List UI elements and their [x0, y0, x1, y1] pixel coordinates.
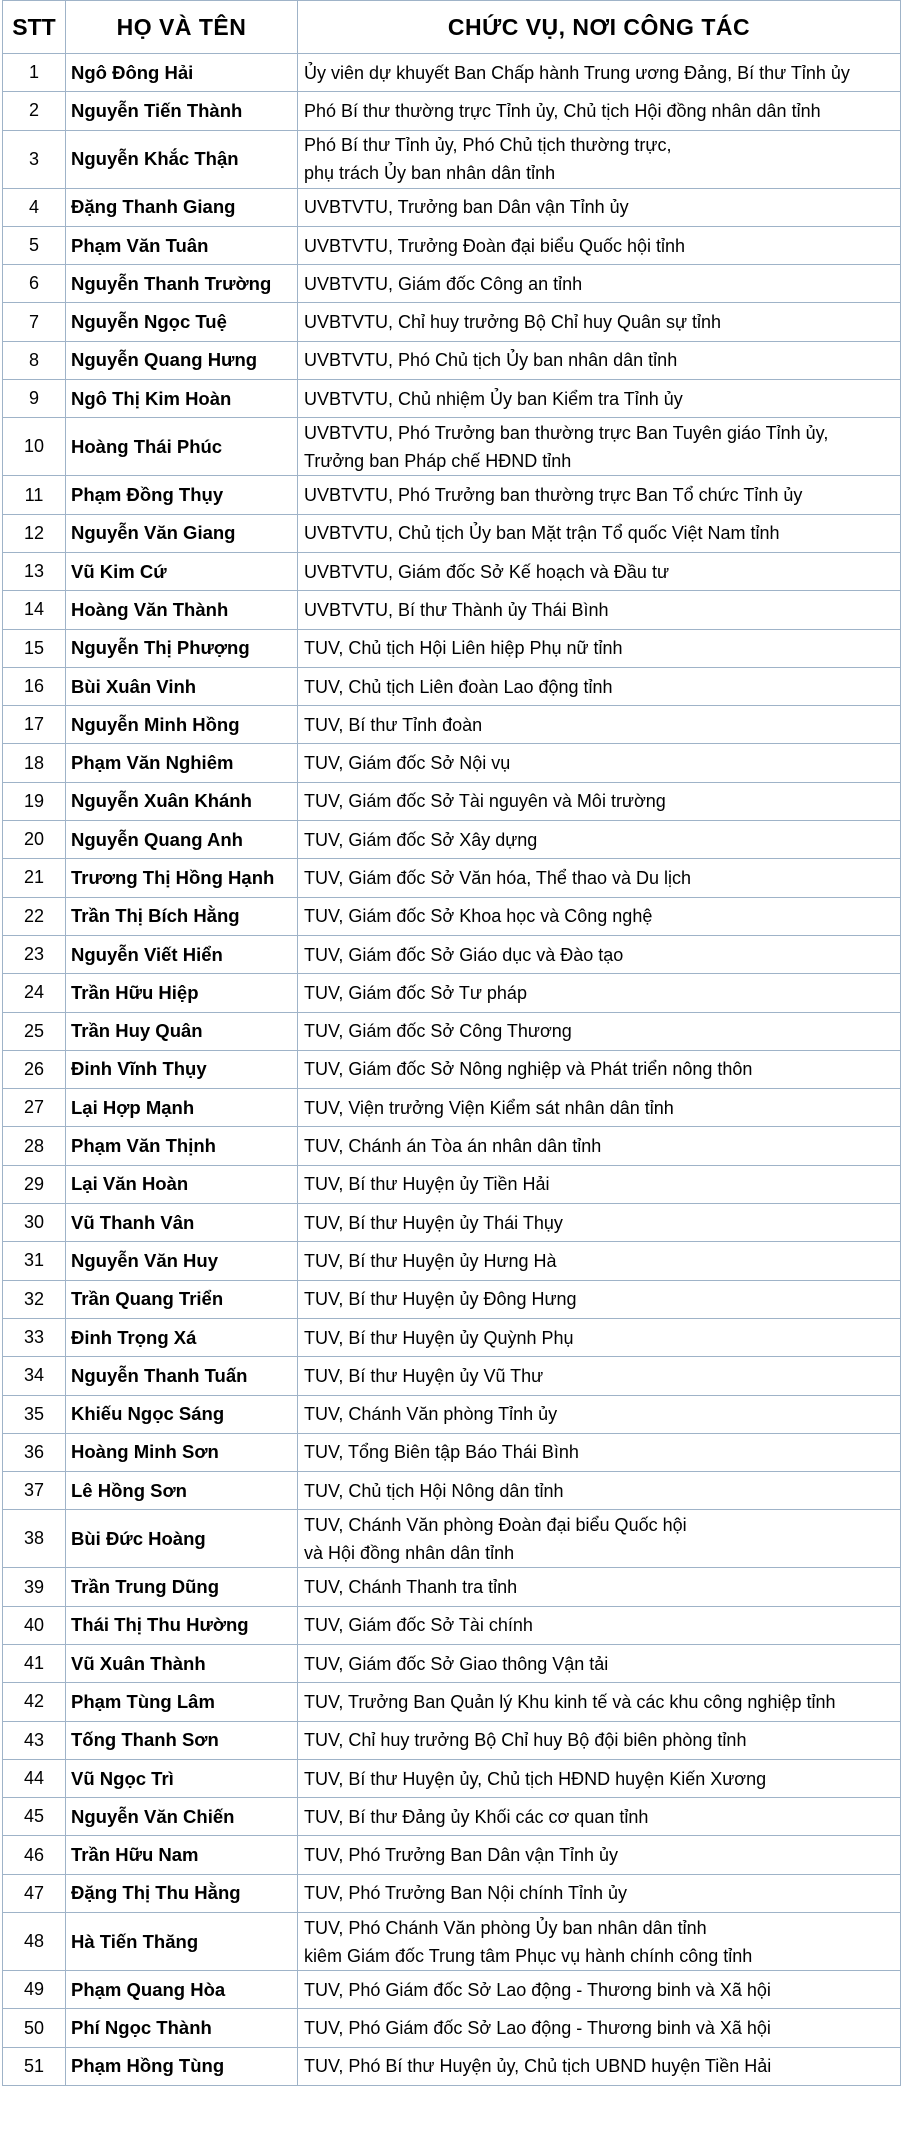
table-row: [3, 226, 901, 264]
row-position: [298, 130, 901, 188]
row-name: Trần Hữu Hiệp: [66, 974, 298, 1012]
row-stt: 46: [3, 1836, 66, 1874]
row-position: [298, 667, 901, 705]
table-row: [3, 265, 901, 303]
table-row: [3, 1913, 901, 1971]
row-position-line: TUV, Phó Giám đốc Sở Lao động - Thương binh và Xã hội: [304, 1979, 771, 2000]
row-position-line: TUV, Chủ tịch Liên đoàn Lao động tỉnh: [304, 676, 613, 697]
table-row: [3, 1433, 901, 1471]
row-stt: 19: [3, 782, 66, 820]
row-position-line: Ủy viên dự khuyết Ban Chấp hành Trung ương Đảng, Bí thư Tỉnh ủy: [304, 62, 850, 83]
row-stt: 38: [3, 1510, 66, 1568]
row-position: [298, 476, 901, 514]
row-name: Bùi Xuân Vinh: [66, 667, 298, 705]
row-name: Đinh Vĩnh Thụy: [66, 1050, 298, 1088]
row-position-line: TUV, Chủ tịch Hội Nông dân tỉnh: [304, 1480, 564, 1501]
row-name: Phạm Hồng Tùng: [66, 2047, 298, 2085]
header-stt: STT: [3, 1, 66, 54]
row-stt: 39: [3, 1568, 66, 1606]
row-stt: 49: [3, 1971, 66, 2009]
table-row: [3, 706, 901, 744]
row-stt: 41: [3, 1644, 66, 1682]
row-stt: 42: [3, 1683, 66, 1721]
row-position-line: UVBTVTU, Giám đốc Sở Kế hoạch và Đầu tư: [304, 561, 669, 582]
row-stt: 11: [3, 476, 66, 514]
row-position: [298, 782, 901, 820]
row-position-line: TUV, Giám đốc Sở Tài chính: [304, 1615, 533, 1636]
row-position: [298, 1050, 901, 1088]
row-position-line: UVBTVTU, Giám đốc Công an tỉnh: [304, 273, 583, 294]
row-stt: 9: [3, 380, 66, 418]
row-stt: 33: [3, 1318, 66, 1356]
row-name: Trương Thị Hồng Hạnh: [66, 859, 298, 897]
header-position: CHỨC VỤ, NƠI CÔNG TÁC: [298, 1, 901, 54]
row-position-line: UVBTVTU, Chỉ huy trưởng Bộ Chỉ huy Quân sự tỉnh: [304, 312, 722, 333]
row-stt: 3: [3, 130, 66, 188]
row-position: [298, 514, 901, 552]
table-row: [3, 341, 901, 379]
row-name: Vũ Xuân Thành: [66, 1644, 298, 1682]
row-position: [298, 1874, 901, 1912]
row-name: Nguyễn Văn Huy: [66, 1242, 298, 1280]
table-row: [3, 1204, 901, 1242]
row-position: [298, 974, 901, 1012]
row-position-line: TUV, Giám đốc Sở Khoa học và Công nghệ: [304, 906, 653, 927]
row-stt: 48: [3, 1913, 66, 1971]
row-name: Hoàng Thái Phúc: [66, 418, 298, 476]
row-position-line: TUV, Giám đốc Sở Nội vụ: [304, 753, 511, 774]
row-position: [298, 629, 901, 667]
table-row: [3, 667, 901, 705]
table-row: [3, 1971, 901, 2009]
row-position-line: UVBTVTU, Trưởng ban Dân vận Tỉnh ủy: [304, 197, 629, 218]
row-stt: 32: [3, 1280, 66, 1318]
row-name: Ngô Đông Hải: [66, 54, 298, 92]
row-stt: 8: [3, 341, 66, 379]
row-stt: 18: [3, 744, 66, 782]
table-row: [3, 1280, 901, 1318]
row-position-line: TUV, Bí thư Đảng ủy Khối các cơ quan tỉnh: [304, 1806, 649, 1827]
row-position-line: TUV, Bí thư Huyện ủy Thái Thụy: [304, 1212, 563, 1233]
row-stt: 1: [3, 54, 66, 92]
row-position-line: TUV, Bí thư Huyện ủy Quỳnh Phụ: [304, 1327, 574, 1348]
row-name: Đặng Thanh Giang: [66, 188, 298, 226]
row-stt: 7: [3, 303, 66, 341]
row-position-line: TUV, Chánh án Tòa án nhân dân tỉnh: [304, 1136, 602, 1157]
row-position-line: TUV, Phó Chánh Văn phòng Ủy ban nhân dân tỉnh: [304, 1917, 707, 1938]
row-position-line: TUV, Phó Giám đốc Sở Lao động - Thương binh và Xã hội: [304, 2018, 771, 2038]
row-position-line: TUV, Giám đốc Sở Xây dựng: [304, 829, 538, 850]
row-position-line: Phó Bí thư Tỉnh ủy, Phó Chủ tịch thường trực,: [304, 135, 672, 156]
table-row: [3, 514, 901, 552]
row-name: Nguyễn Thị Phượng: [66, 629, 298, 667]
row-stt: 24: [3, 974, 66, 1012]
table-row: [3, 821, 901, 859]
row-name: Khiếu Ngọc Sáng: [66, 1395, 298, 1433]
row-position: [298, 1318, 901, 1356]
row-position-line: TUV, Phó Trưởng Ban Nội chính Tỉnh ủy: [304, 1883, 628, 1904]
row-position-line: TUV, Bí thư Huyện ủy Vũ Thư: [304, 1365, 544, 1386]
row-position: [298, 341, 901, 379]
row-name: Nguyễn Viết Hiển: [66, 935, 298, 973]
table-row: [3, 1050, 901, 1088]
table-row: [3, 1395, 901, 1433]
row-name: Ngô Thị Kim Hoàn: [66, 380, 298, 418]
row-position-line: TUV, Phó Trưởng Ban Dân vận Tỉnh ủy: [304, 1845, 619, 1866]
row-position: [298, 859, 901, 897]
row-position-line: TUV, Chánh Thanh tra tỉnh: [304, 1577, 518, 1598]
row-position-line: TUV, Giám đốc Sở Nông nghiệp và Phát triển nông thôn: [304, 1059, 753, 1080]
row-name: Nguyễn Xuân Khánh: [66, 782, 298, 820]
row-position: [298, 1395, 901, 1433]
row-stt: 28: [3, 1127, 66, 1165]
row-position-line: kiêm Giám đốc Trung tâm Phục vụ hành chính công tỉnh: [304, 1945, 753, 1966]
row-position: [298, 1089, 901, 1127]
row-name: Lại Hợp Mạnh: [66, 1089, 298, 1127]
row-name: Đinh Trọng Xá: [66, 1318, 298, 1356]
row-name: Phí Ngọc Thành: [66, 2009, 298, 2047]
row-stt: 50: [3, 2009, 66, 2047]
row-position: [298, 591, 901, 629]
row-position-line: UVBTVTU, Phó Chủ tịch Ủy ban nhân dân tỉnh: [304, 350, 678, 371]
row-name: Vũ Thanh Vân: [66, 1204, 298, 1242]
row-position-line: UVBTVTU, Bí thư Thành ủy Thái Bình: [304, 599, 609, 620]
row-stt: 15: [3, 629, 66, 667]
table-row: [3, 1165, 901, 1203]
row-name: Phạm Văn Nghiêm: [66, 744, 298, 782]
row-position: [298, 821, 901, 859]
row-stt: 14: [3, 591, 66, 629]
row-position-line: Trưởng ban Pháp chế HĐND tỉnh: [304, 450, 572, 471]
row-position-line: UVBTVTU, Chủ nhiệm Ủy ban Kiểm tra Tỉnh ủy: [304, 388, 683, 409]
row-name: Nguyễn Văn Chiến: [66, 1798, 298, 1836]
row-position: [298, 226, 901, 264]
row-name: Đặng Thị Thu Hằng: [66, 1874, 298, 1912]
row-stt: 22: [3, 897, 66, 935]
row-position: [298, 1433, 901, 1471]
row-position: [298, 92, 901, 130]
table-row: [3, 1472, 901, 1510]
row-position-line: phụ trách Ủy ban nhân dân tỉnh: [304, 163, 556, 184]
table-row: [3, 859, 901, 897]
row-stt: 43: [3, 1721, 66, 1759]
row-stt: 29: [3, 1165, 66, 1203]
row-position-line: TUV, Bí thư Huyện ủy, Chủ tịch HĐND huyện Kiến Xương: [304, 1768, 767, 1789]
row-name: Phạm Quang Hòa: [66, 1971, 298, 2009]
table-row: [3, 629, 901, 667]
row-position: [298, 1759, 901, 1797]
table-row: [3, 1127, 901, 1165]
row-position: [298, 418, 901, 476]
members-table: [2, 0, 901, 2086]
row-stt: 4: [3, 188, 66, 226]
table-row: [3, 1798, 901, 1836]
row-stt: 35: [3, 1395, 66, 1433]
row-stt: 31: [3, 1242, 66, 1280]
row-name: Bùi Đức Hoàng: [66, 1510, 298, 1568]
row-name: Nguyễn Quang Hưng: [66, 341, 298, 379]
row-position: [298, 1798, 901, 1836]
row-name: Hoàng Minh Sơn: [66, 1433, 298, 1471]
row-position: [298, 1127, 901, 1165]
row-position-line: TUV, Phó Bí thư Huyện ủy, Chủ tịch UBND huyện Tiền Hải: [304, 2056, 772, 2077]
row-position: [298, 1836, 901, 1874]
row-position: [298, 935, 901, 973]
row-stt: 6: [3, 265, 66, 303]
table-row: [3, 188, 901, 226]
row-position: [298, 744, 901, 782]
table-row: [3, 1644, 901, 1682]
row-name: Lê Hồng Sơn: [66, 1472, 298, 1510]
table-row: [3, 1759, 901, 1797]
row-stt: 25: [3, 1012, 66, 1050]
row-name: Vũ Ngọc Trì: [66, 1759, 298, 1797]
row-position-line: TUV, Chỉ huy trưởng Bộ Chỉ huy Bộ đội biên phòng tỉnh: [304, 1730, 747, 1751]
row-name: Nguyễn Ngọc Tuệ: [66, 303, 298, 341]
table-row: [3, 591, 901, 629]
row-name: Trần Hữu Nam: [66, 1836, 298, 1874]
row-position: [298, 1644, 901, 1682]
row-position-line: UVBTVTU, Trưởng Đoàn đại biểu Quốc hội tỉnh: [304, 235, 686, 256]
row-stt: 16: [3, 667, 66, 705]
row-stt: 10: [3, 418, 66, 476]
row-position: [298, 1721, 901, 1759]
row-position-line: UVBTVTU, Chủ tịch Ủy ban Mặt trận Tổ quốc Việt Nam tỉnh: [304, 523, 780, 544]
row-name: Phạm Đồng Thụy: [66, 476, 298, 514]
table-row: [3, 782, 901, 820]
row-position-line: TUV, Giám đốc Sở Giao thông Vận tải: [304, 1653, 609, 1674]
row-position: [298, 1510, 901, 1568]
row-stt: 12: [3, 514, 66, 552]
row-name: Phạm Văn Tuân: [66, 226, 298, 264]
row-name: Hoàng Văn Thành: [66, 591, 298, 629]
table-row: [3, 418, 901, 476]
row-position-line: TUV, Giám đốc Sở Tư pháp: [304, 982, 527, 1003]
row-stt: 26: [3, 1050, 66, 1088]
row-position: [298, 54, 901, 92]
table-body: [3, 54, 901, 2086]
row-position-line: TUV, Bí thư Tỉnh đoàn: [304, 714, 483, 735]
row-stt: 13: [3, 552, 66, 590]
row-position: [298, 706, 901, 744]
row-name: Nguyễn Văn Giang: [66, 514, 298, 552]
row-stt: 34: [3, 1357, 66, 1395]
row-stt: 23: [3, 935, 66, 973]
row-stt: 51: [3, 2047, 66, 2085]
row-stt: 21: [3, 859, 66, 897]
row-name: Nguyễn Tiến Thành: [66, 92, 298, 130]
row-position-line: TUV, Giám đốc Sở Văn hóa, Thể thao và Du lịch: [304, 867, 692, 888]
row-position-line: TUV, Bí thư Huyện ủy Hưng Hà: [304, 1250, 557, 1271]
row-position-line: TUV, Viện trưởng Viện Kiểm sát nhân dân tỉnh: [304, 1097, 674, 1118]
row-stt: 40: [3, 1606, 66, 1644]
row-name: Nguyễn Khắc Thận: [66, 130, 298, 188]
row-position: [298, 1472, 901, 1510]
table-row: [3, 2009, 901, 2047]
row-position: [298, 188, 901, 226]
row-name: Nguyễn Quang Anh: [66, 821, 298, 859]
row-position-line: UVBTVTU, Phó Trưởng ban thường trực Ban Tổ chức Tỉnh ủy: [304, 485, 803, 506]
row-position: [298, 380, 901, 418]
row-position: [298, 2009, 901, 2047]
table-row: [3, 130, 901, 188]
row-stt: 44: [3, 1759, 66, 1797]
table-row: [3, 552, 901, 590]
row-position: [298, 1165, 901, 1203]
table-row: [3, 1012, 901, 1050]
row-position-line: TUV, Giám đốc Sở Giáo dục và Đào tạo: [304, 944, 624, 965]
row-position: [298, 1606, 901, 1644]
table-row: [3, 1836, 901, 1874]
row-stt: 45: [3, 1798, 66, 1836]
row-position: [298, 1280, 901, 1318]
row-name: Lại Văn Hoàn: [66, 1165, 298, 1203]
row-position: [298, 1242, 901, 1280]
row-name: Thái Thị Thu Hường: [66, 1606, 298, 1644]
table-row: [3, 744, 901, 782]
row-position-line: TUV, Bí thư Huyện ủy Đông Hưng: [304, 1289, 577, 1310]
row-name: Hà Tiến Thăng: [66, 1913, 298, 1971]
table-row: [3, 54, 901, 92]
row-position: [298, 1971, 901, 2009]
row-position-line: TUV, Bí thư Huyện ủy Tiền Hải: [304, 1174, 550, 1195]
row-position: [298, 265, 901, 303]
row-position: [298, 1357, 901, 1395]
row-position-line: Phó Bí thư thường trực Tỉnh ủy, Chủ tịch Hội đồng nhân dân tỉnh: [304, 100, 821, 121]
table-header-row: [3, 1, 901, 54]
table-row: [3, 1089, 901, 1127]
row-position: [298, 1913, 901, 1971]
row-name: Trần Huy Quân: [66, 1012, 298, 1050]
row-name: Tống Thanh Sơn: [66, 1721, 298, 1759]
row-position: [298, 2047, 901, 2085]
table-row: [3, 303, 901, 341]
row-position-line: UVBTVTU, Phó Trưởng ban thường trực Ban Tuyên giáo Tỉnh ủy,: [304, 422, 829, 443]
row-stt: 20: [3, 821, 66, 859]
table-row: [3, 380, 901, 418]
row-name: Nguyễn Thanh Tuấn: [66, 1357, 298, 1395]
table-row: [3, 1683, 901, 1721]
row-stt: 17: [3, 706, 66, 744]
table-row: [3, 1318, 901, 1356]
row-name: Vũ Kim Cứ: [66, 552, 298, 590]
row-position-line: TUV, Giám đốc Sở Tài nguyên và Môi trường: [304, 791, 666, 812]
row-position-line: TUV, Trưởng Ban Quản lý Khu kinh tế và các khu công nghiệp tỉnh: [304, 1691, 836, 1712]
row-name: Phạm Văn Thịnh: [66, 1127, 298, 1165]
row-position-line: TUV, Tổng Biên tập Báo Thái Bình: [304, 1442, 579, 1463]
row-position-line: TUV, Chánh Văn phòng Đoàn đại biểu Quốc hội: [304, 1514, 687, 1535]
row-position-line: TUV, Chánh Văn phòng Tỉnh ủy: [304, 1404, 558, 1425]
row-stt: 36: [3, 1433, 66, 1471]
row-position: [298, 1568, 901, 1606]
row-name: Trần Trung Dũng: [66, 1568, 298, 1606]
row-position-line: và Hội đồng nhân dân tỉnh: [304, 1542, 515, 1563]
row-position-line: TUV, Chủ tịch Hội Liên hiệp Phụ nữ tỉnh: [304, 638, 623, 659]
row-stt: 5: [3, 226, 66, 264]
table-row: [3, 92, 901, 130]
table-row: [3, 935, 901, 973]
row-position: [298, 303, 901, 341]
row-position: [298, 552, 901, 590]
row-position-line: TUV, Giám đốc Sở Công Thương: [304, 1021, 572, 1042]
row-position: [298, 1683, 901, 1721]
row-name: Phạm Tùng Lâm: [66, 1683, 298, 1721]
row-stt: 2: [3, 92, 66, 130]
row-position: [298, 1204, 901, 1242]
table-row: [3, 476, 901, 514]
row-stt: 37: [3, 1472, 66, 1510]
table-row: [3, 1568, 901, 1606]
table-row: [3, 897, 901, 935]
table-row: [3, 1357, 901, 1395]
row-position: [298, 897, 901, 935]
row-position: [298, 1012, 901, 1050]
table-row: [3, 2047, 901, 2085]
table-row: [3, 1606, 901, 1644]
table-row: [3, 1510, 901, 1568]
table-row: [3, 1874, 901, 1912]
row-name: Nguyễn Minh Hồng: [66, 706, 298, 744]
row-stt: 27: [3, 1089, 66, 1127]
row-stt: 30: [3, 1204, 66, 1242]
table-row: [3, 1242, 901, 1280]
row-name: Trần Quang Triển: [66, 1280, 298, 1318]
table-row: [3, 1721, 901, 1759]
table-row: [3, 974, 901, 1012]
row-stt: 47: [3, 1874, 66, 1912]
row-name: Trần Thị Bích Hằng: [66, 897, 298, 935]
header-name: HỌ VÀ TÊN: [66, 1, 298, 54]
row-name: Nguyễn Thanh Trường: [66, 265, 298, 303]
